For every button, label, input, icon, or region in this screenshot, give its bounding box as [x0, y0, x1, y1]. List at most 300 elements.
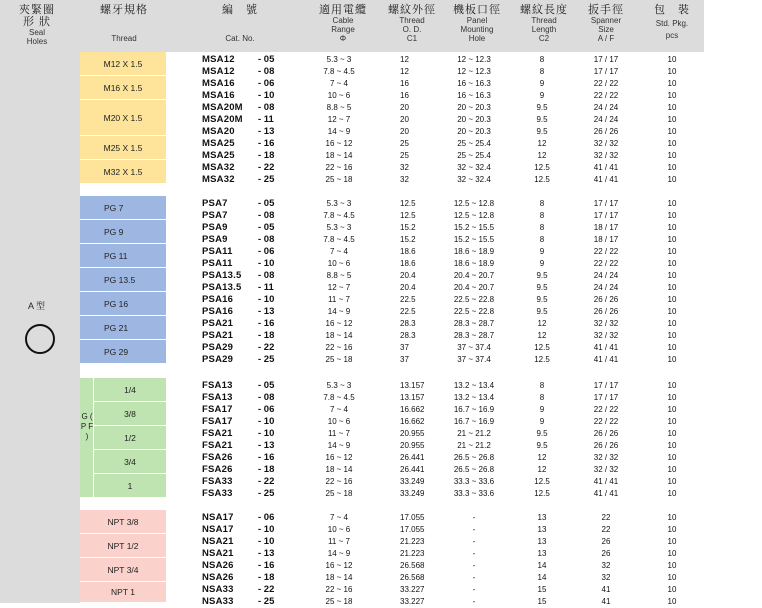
- cell-pkg: 10: [667, 513, 677, 522]
- table-row: [166, 464, 704, 476]
- cell-od: 33.227: [400, 585, 425, 594]
- cell-cab: 7 ~ 4: [329, 513, 348, 522]
- cell-od: 16: [400, 79, 409, 88]
- cell-pkg: 10: [667, 453, 677, 462]
- cell-mh: -: [472, 573, 476, 582]
- cell-cab: 7.8 ~ 4.5: [323, 393, 355, 402]
- cell-mh: 28.3 ~ 28.7: [453, 331, 495, 340]
- cell-od: 25: [400, 139, 409, 148]
- cell-cat: PSA29: [202, 342, 234, 353]
- cell-len: 9: [539, 259, 545, 268]
- cell-suf: - 16: [258, 138, 275, 149]
- cell-mh: -: [472, 525, 476, 534]
- thread-cell: NPT 3/4: [80, 558, 166, 582]
- cell-od: 15.2: [400, 235, 416, 244]
- cell-od: 20.4: [400, 283, 416, 292]
- cell-cab: 16 ~ 12: [325, 453, 353, 462]
- cell-pkg: 10: [667, 477, 677, 486]
- cell-len: 12: [537, 319, 547, 328]
- cell-suf: - 06: [258, 404, 275, 415]
- cell-od: 12: [400, 67, 409, 76]
- cell-suf: - 13: [258, 440, 275, 451]
- cell-od: 12.5: [400, 199, 416, 208]
- cell-cat: MSA20: [202, 126, 235, 137]
- cell-od: 20: [400, 127, 409, 136]
- table-row: [166, 210, 704, 222]
- table-header: [0, 0, 704, 52]
- cell-len: 9: [539, 247, 545, 256]
- cell-cab: 7 ~ 4: [329, 247, 348, 256]
- cell-len: 9: [539, 405, 545, 414]
- cell-sp: 26 / 26: [593, 429, 619, 438]
- cell-cab: 5.3 ~ 3: [326, 381, 352, 390]
- cell-pkg: 10: [667, 355, 677, 364]
- cell-pkg: 10: [667, 103, 677, 112]
- cell-mh: 25 ~ 25.4: [457, 139, 491, 148]
- cell-len: 12.5: [534, 489, 550, 498]
- cell-suf: - 25: [258, 174, 275, 185]
- table-row: [166, 342, 704, 354]
- cell-cat: MSA16: [202, 78, 235, 89]
- thread-cell: 1/4: [94, 378, 166, 402]
- cell-sp: 24 / 24: [593, 271, 619, 280]
- cell-mh: 20 ~ 20.3: [457, 103, 491, 112]
- cell-od: 15.2: [400, 223, 416, 232]
- cell-len: 12: [537, 331, 547, 340]
- cell-suf: - 11: [258, 114, 274, 125]
- cell-suf: - 06: [258, 246, 275, 257]
- cell-cat: MSA32: [202, 162, 235, 173]
- header-cat-no: 編 號 Cat. No.: [222, 4, 258, 43]
- cell-sp: 22: [601, 525, 611, 534]
- thread-cell: M16 X 1.5: [80, 76, 166, 100]
- cell-sp: 41 / 41: [593, 355, 619, 364]
- cell-od: 33.249: [400, 477, 425, 486]
- cell-mh: 16.7 ~ 16.9: [453, 405, 495, 414]
- cell-cat: MSA25: [202, 150, 235, 161]
- cell-suf: - 08: [258, 270, 275, 281]
- table-row: [166, 560, 704, 572]
- header-thread-od: 螺紋外徑 Thread O. D. C1: [388, 4, 436, 43]
- cell-pkg: 10: [667, 235, 677, 244]
- cell-mh: 20.4 ~ 20.7: [453, 271, 495, 280]
- table-row: [166, 404, 704, 416]
- cell-sp: 24 / 24: [593, 103, 619, 112]
- cell-cab: 16 ~ 12: [325, 319, 353, 328]
- cell-mh: 22.5 ~ 22.8: [453, 307, 495, 316]
- cell-cat: PSA9: [202, 234, 228, 245]
- cell-len: 13: [537, 549, 547, 558]
- cell-suf: - 22: [258, 162, 275, 173]
- cell-suf: - 05: [258, 54, 275, 65]
- header-cable-range: 適用電纜 Cable Range Φ: [319, 4, 367, 43]
- cell-suf: - 13: [258, 548, 275, 559]
- cell-len: 12: [537, 151, 547, 160]
- thread-cell: 1: [94, 474, 166, 498]
- cell-pkg: 10: [667, 561, 677, 570]
- cell-cab: 10 ~ 6: [327, 259, 351, 268]
- cell-od: 22.5: [400, 295, 416, 304]
- cell-len: 13: [537, 525, 547, 534]
- cell-cab: 8.8 ~ 5: [326, 271, 352, 280]
- table-row: [166, 90, 704, 102]
- cell-pkg: 10: [667, 597, 677, 606]
- cell-mh: -: [472, 585, 476, 594]
- cell-sp: 17 / 17: [593, 67, 619, 76]
- cell-pkg: 10: [667, 405, 677, 414]
- cell-sp: 26 / 26: [593, 307, 619, 316]
- cell-od: 22.5: [400, 307, 416, 316]
- table-row: [166, 222, 704, 234]
- table-row: [166, 476, 704, 488]
- cell-cab: 18 ~ 14: [325, 573, 353, 582]
- cell-cab: 18 ~ 14: [325, 151, 353, 160]
- cell-od: 25: [400, 151, 409, 160]
- cell-od: 16: [400, 91, 409, 100]
- cell-len: 9.5: [536, 441, 548, 450]
- cell-mh: 25 ~ 25.4: [457, 151, 491, 160]
- table-row: [166, 234, 704, 246]
- thread-cell: 3/4: [94, 450, 166, 474]
- cell-cat: PSA21: [202, 330, 234, 341]
- cell-len: 9.5: [536, 271, 548, 280]
- cell-pkg: 10: [667, 199, 677, 208]
- cell-od: 20.955: [400, 441, 425, 450]
- table-row: [166, 138, 704, 150]
- cell-suf: - 16: [258, 452, 275, 463]
- table-row: [166, 162, 704, 174]
- cell-suf: - 11: [258, 282, 274, 293]
- cell-cat: NSA17: [202, 524, 234, 535]
- cell-cab: 12 ~ 7: [327, 283, 351, 292]
- cell-sp: 32 / 32: [593, 139, 619, 148]
- cell-od: 17.055: [400, 525, 425, 534]
- cell-mh: 32 ~ 32.4: [457, 163, 491, 172]
- cell-sp: 26: [601, 537, 611, 546]
- cell-cab: 11 ~ 7: [328, 537, 350, 546]
- table-row: [166, 270, 704, 282]
- cell-cab: 7.8 ~ 4.5: [323, 235, 355, 244]
- table-row: [166, 150, 704, 162]
- header-thread: 螺牙規格 Thread: [100, 4, 148, 43]
- cell-len: 12: [537, 453, 547, 462]
- cell-od: 13.157: [400, 393, 425, 402]
- thread-cell: M25 X 1.5: [80, 136, 166, 160]
- cell-cab: 18 ~ 14: [325, 465, 353, 474]
- cell-od: 28.3: [400, 319, 416, 328]
- cell-cat: PSA16: [202, 306, 234, 317]
- cell-od: 18.6: [400, 259, 416, 268]
- cell-mh: 21 ~ 21.2: [457, 429, 491, 438]
- table-row: [166, 354, 704, 366]
- cell-suf: - 06: [258, 512, 275, 523]
- cell-suf: - 10: [258, 294, 275, 305]
- cell-mh: 12.5 ~ 12.8: [453, 211, 495, 220]
- table-row: [166, 584, 704, 596]
- seal-ring-icon: [25, 324, 55, 354]
- cell-cat: MSA12: [202, 66, 235, 77]
- cell-cat: PSA7: [202, 210, 228, 221]
- cell-len: 12.5: [534, 175, 550, 184]
- cell-cab: 25 ~ 18: [325, 355, 353, 364]
- cell-len: 14: [537, 561, 547, 570]
- cell-suf: - 16: [258, 560, 275, 571]
- cell-pkg: 10: [667, 223, 677, 232]
- cell-sp: 22 / 22: [593, 247, 619, 256]
- header-seal: 夾緊圈 形 狀 Seal Holes: [19, 4, 55, 46]
- cell-mh: 32 ~ 32.4: [457, 175, 491, 184]
- cell-cat: PSA21: [202, 318, 234, 329]
- cell-pkg: 10: [667, 489, 677, 498]
- cell-len: 8: [539, 235, 545, 244]
- cell-len: 8: [539, 55, 545, 64]
- cell-suf: - 08: [258, 66, 275, 77]
- thread-cell: M32 X 1.5: [80, 160, 166, 184]
- cell-cab: 5.3 ~ 3: [326, 55, 352, 64]
- cell-len: 8: [539, 381, 545, 390]
- cell-mh: 12.5 ~ 12.8: [453, 199, 495, 208]
- cell-suf: - 18: [258, 464, 275, 475]
- cell-cab: 16 ~ 12: [325, 561, 353, 570]
- cell-pkg: 10: [667, 417, 677, 426]
- table-row: [166, 548, 704, 560]
- cell-mh: 20.4 ~ 20.7: [453, 283, 495, 292]
- cell-cat: FSA33: [202, 476, 233, 487]
- cell-cab: 22 ~ 16: [325, 585, 353, 594]
- thread-cell: PG 9: [80, 220, 166, 244]
- cell-od: 12: [400, 55, 409, 64]
- table-row: [166, 572, 704, 584]
- table-row: [166, 114, 704, 126]
- cell-mh: 20 ~ 20.3: [457, 115, 491, 124]
- cell-len: 14: [537, 573, 547, 582]
- cell-len: 9.5: [536, 295, 548, 304]
- cell-sp: 41: [601, 585, 611, 594]
- cell-cab: 14 ~ 9: [327, 127, 351, 136]
- thread-cell: PG 11: [80, 244, 166, 268]
- cell-cat: FSA21: [202, 428, 233, 439]
- thread-cell: 3/8: [94, 402, 166, 426]
- cell-mh: 12 ~ 12.3: [457, 67, 491, 76]
- cell-od: 32: [400, 175, 409, 184]
- cell-pkg: 10: [667, 139, 677, 148]
- cell-sp: 41 / 41: [593, 477, 619, 486]
- cell-sp: 32 / 32: [593, 453, 619, 462]
- cell-cab: 25 ~ 18: [325, 489, 353, 498]
- thread-cell: 1/2: [94, 426, 166, 450]
- cell-suf: - 10: [258, 90, 275, 101]
- seal-type-label: A 型: [28, 301, 46, 311]
- cell-mh: 33.3 ~ 33.6: [453, 489, 495, 498]
- cell-cab: 5.3 ~ 3: [326, 223, 352, 232]
- cell-cab: 16 ~ 12: [325, 139, 353, 148]
- table-row: [166, 596, 704, 608]
- cell-od: 33.227: [400, 597, 425, 606]
- cell-cat: NSA21: [202, 536, 234, 547]
- cell-cat: FSA21: [202, 440, 233, 451]
- cell-pkg: 10: [667, 151, 677, 160]
- cell-mh: 18.6 ~ 18.9: [453, 247, 495, 256]
- table-row: [166, 126, 704, 138]
- cell-sp: 32 / 32: [593, 331, 619, 340]
- cell-mh: 13.2 ~ 13.4: [453, 393, 495, 402]
- table-row: [166, 294, 704, 306]
- table-row: [166, 330, 704, 342]
- cell-sp: 32: [601, 561, 611, 570]
- cell-cat: NSA26: [202, 572, 234, 583]
- table-row: [166, 102, 704, 114]
- cell-sp: 26 / 26: [593, 295, 619, 304]
- cell-pkg: 10: [667, 259, 677, 268]
- cell-cat: MSA20M: [202, 114, 243, 125]
- cell-sp: 32 / 32: [593, 465, 619, 474]
- cell-len: 8: [539, 223, 545, 232]
- cell-sp: 22: [601, 513, 611, 522]
- cell-od: 21.223: [400, 537, 425, 546]
- cell-len: 8: [539, 199, 545, 208]
- cell-suf: - 08: [258, 392, 275, 403]
- cell-pkg: 10: [667, 247, 677, 256]
- cell-od: 18.6: [400, 247, 416, 256]
- cell-sp: 22 / 22: [593, 417, 619, 426]
- cell-od: 32: [400, 163, 409, 172]
- cell-mh: -: [472, 597, 476, 606]
- cell-suf: - 18: [258, 330, 275, 341]
- cell-mh: 26.5 ~ 26.8: [453, 453, 495, 462]
- cell-pkg: 10: [667, 67, 677, 76]
- cell-mh: -: [472, 561, 476, 570]
- cell-mh: -: [472, 549, 476, 558]
- cell-mh: -: [472, 537, 476, 546]
- thread-cell: PG 16: [80, 292, 166, 316]
- cell-mh: 37 ~ 37.4: [457, 355, 491, 364]
- cell-cat: NSA17: [202, 512, 234, 523]
- cell-cat: FSA17: [202, 416, 233, 427]
- cell-sp: 18 / 17: [593, 235, 619, 244]
- cell-cab: 5.3 ~ 3: [326, 199, 352, 208]
- thread-cell: PG 7: [80, 196, 166, 220]
- cell-od: 28.3: [400, 331, 416, 340]
- cell-cab: 8.8 ~ 5: [326, 103, 352, 112]
- cell-mh: 18.6 ~ 18.9: [453, 259, 495, 268]
- cell-mh: 13.2 ~ 13.4: [453, 381, 495, 390]
- cell-od: 20: [400, 115, 409, 124]
- cell-od: 20.4: [400, 271, 416, 280]
- cell-suf: - 22: [258, 476, 275, 487]
- cell-sp: 18 / 17: [593, 223, 619, 232]
- thread-cell: PG 29: [80, 340, 166, 364]
- cell-od: 20.955: [400, 429, 425, 438]
- cell-len: 8: [539, 211, 545, 220]
- cell-suf: - 10: [258, 258, 275, 269]
- thread-cell: M20 X 1.5: [80, 100, 166, 136]
- cell-od: 17.055: [400, 513, 425, 522]
- cell-sp: 32 / 32: [593, 151, 619, 160]
- cell-cat: MSA12: [202, 54, 235, 65]
- cell-len: 9.5: [536, 307, 548, 316]
- cell-sp: 22 / 22: [593, 91, 619, 100]
- cell-od: 26.568: [400, 573, 425, 582]
- cell-suf: - 25: [258, 488, 275, 499]
- cell-pkg: 10: [667, 55, 677, 64]
- cell-cat: MSA20M: [202, 102, 243, 113]
- cell-mh: 28.3 ~ 28.7: [453, 319, 495, 328]
- cell-cat: FSA26: [202, 452, 233, 463]
- cell-suf: - 22: [258, 342, 275, 353]
- cell-len: 9: [539, 79, 545, 88]
- thread-cell: NPT 1: [80, 582, 166, 603]
- table-row: [166, 416, 704, 428]
- cell-pkg: 10: [667, 585, 677, 594]
- table-row: [166, 536, 704, 548]
- cell-suf: - 05: [258, 222, 275, 233]
- cell-suf: - 10: [258, 416, 275, 427]
- cell-len: 12: [537, 139, 547, 148]
- table-row: [166, 392, 704, 404]
- cell-cab: 7.8 ~ 4.5: [323, 67, 355, 76]
- table-row: [166, 54, 704, 66]
- table-row: [166, 78, 704, 90]
- cell-mh: 12 ~ 12.3: [457, 55, 491, 64]
- cell-od: 13.157: [400, 381, 425, 390]
- cell-pkg: 10: [667, 525, 677, 534]
- cell-suf: - 18: [258, 572, 275, 583]
- cell-sp: 41 / 41: [593, 163, 619, 172]
- cell-suf: - 10: [258, 428, 275, 439]
- cell-pkg: 10: [667, 295, 677, 304]
- cell-cat: NSA21: [202, 548, 234, 559]
- cell-pkg: 10: [667, 573, 677, 582]
- cell-pkg: 10: [667, 307, 677, 316]
- table-row: [166, 380, 704, 392]
- cell-cab: 11 ~ 7: [328, 295, 350, 304]
- cell-len: 13: [537, 537, 547, 546]
- cell-od: 26.441: [400, 453, 425, 462]
- cell-pkg: 10: [667, 211, 677, 220]
- cell-len: 12.5: [534, 163, 550, 172]
- cell-pkg: 10: [667, 465, 677, 474]
- cell-sp: 22 / 22: [593, 259, 619, 268]
- table-row: [166, 174, 704, 186]
- cell-sp: 41 / 41: [593, 175, 619, 184]
- table-row: [166, 258, 704, 270]
- cell-pkg: 10: [667, 343, 677, 352]
- cell-suf: - 18: [258, 150, 275, 161]
- cell-len: 9.5: [536, 429, 548, 438]
- cell-mh: 16.7 ~ 16.9: [453, 417, 495, 426]
- cell-cab: 14 ~ 9: [327, 307, 351, 316]
- cell-cat: FSA13: [202, 380, 233, 391]
- cell-od: 26.568: [400, 561, 425, 570]
- cell-cat: NSA33: [202, 584, 234, 595]
- header-spanner-size: 扳手徑 Spanner Size A / F: [588, 4, 624, 43]
- cell-cat: PSA16: [202, 294, 234, 305]
- table-row: [166, 488, 704, 500]
- cell-cab: 10 ~ 6: [327, 525, 351, 534]
- cell-cab: 12 ~ 7: [327, 115, 351, 124]
- cell-len: 8: [539, 67, 545, 76]
- cell-cab: 11 ~ 7: [328, 429, 350, 438]
- thread-cell: M12 X 1.5: [80, 52, 166, 76]
- cell-suf: - 25: [258, 596, 275, 607]
- cell-suf: - 08: [258, 234, 275, 245]
- cell-len: 12.5: [534, 355, 550, 364]
- cell-len: 9: [539, 417, 545, 426]
- table-row: [166, 306, 704, 318]
- cell-suf: - 16: [258, 318, 275, 329]
- cell-cab: 22 ~ 16: [325, 477, 353, 486]
- cell-sp: 22 / 22: [593, 79, 619, 88]
